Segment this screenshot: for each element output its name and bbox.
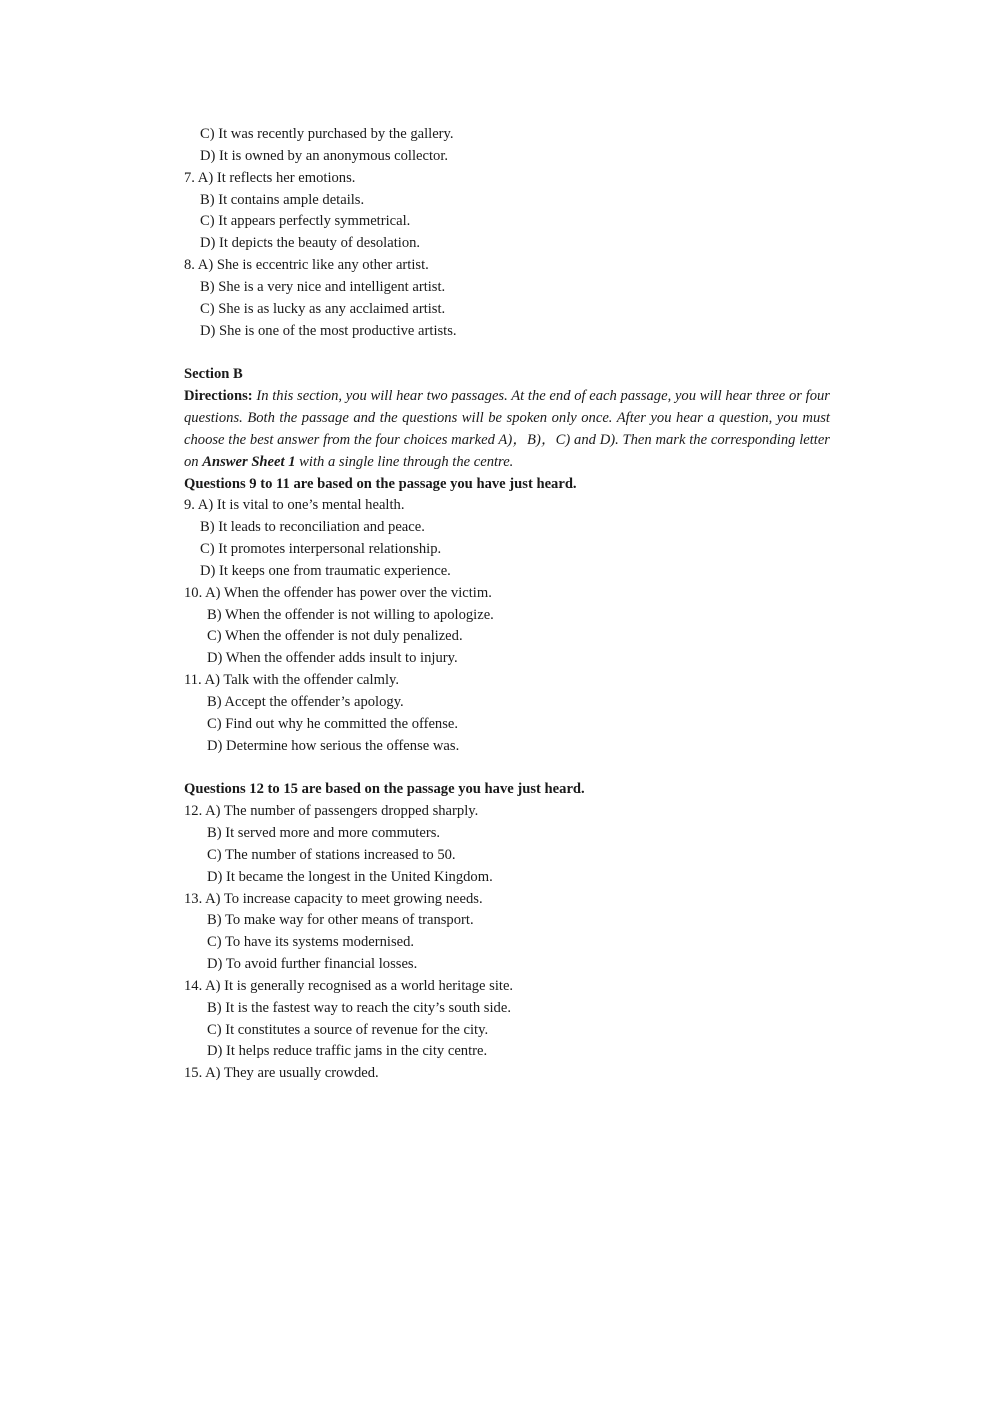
question-group-1: [184, 495, 830, 757]
section-title: Section B: [184, 366, 243, 383]
top-question-block: [184, 124, 830, 342]
spacer: [184, 757, 830, 779]
question-11: 11. A) Talk with the offender calmly.: [184, 672, 399, 689]
question-15: 15. A) They are usually crowded.: [184, 1065, 379, 1082]
answer-option: D) It depicts the beauty of desolation.: [200, 235, 421, 252]
answer-option: C) It appears perfectly symmetrical.: [200, 213, 411, 230]
answer-sheet-ref: Answer Sheet 1: [202, 453, 296, 470]
document-page: [184, 124, 830, 1085]
question-8: 8. A) She is eccentric like any other artist.: [184, 257, 429, 274]
answer-option: D) She is one of the most productive artists.: [200, 322, 457, 339]
answer-option: D) It is owned by an anonymous collector.: [200, 147, 449, 164]
answer-option: C) Find out why he committed the offense.: [207, 715, 459, 732]
directions-label: Directions:: [184, 388, 253, 405]
answer-option: B) When the offender is not willing to apologize.: [207, 606, 494, 623]
answer-option: D) It helps reduce traffic jams in the city centre.: [207, 1043, 488, 1060]
answer-option: C) It was recently purchased by the gallery.: [200, 126, 454, 142]
question-9: 9. A) It is vital to one’s mental health.: [184, 497, 405, 514]
section-directions: [184, 386, 830, 473]
question-group-2: [184, 801, 830, 1085]
answer-option: B) To make way for other means of transport.: [207, 912, 474, 929]
answer-option: D) To avoid further financial losses.: [207, 956, 418, 973]
answer-option: C) She is as lucky as any acclaimed artist.: [200, 300, 446, 317]
answer-option: D) It keeps one from traumatic experience.: [200, 562, 451, 579]
question-14: 14. A) It is generally recognised as a world heritage site.: [184, 977, 514, 994]
group-heading: Questions 12 to 15 are based on the passage you have just heard.: [184, 781, 585, 798]
answer-option: C) It promotes interpersonal relationship.: [200, 541, 442, 558]
question-12: 12. A) The number of passengers dropped sharply.: [184, 803, 479, 820]
answer-option: C) The number of stations increased to 50.: [207, 846, 456, 863]
answer-option: B) She is a very nice and intelligent artist.: [200, 278, 446, 295]
question-13: 13. A) To increase capacity to meet growing needs.: [184, 890, 483, 907]
group-heading: Questions 9 to 11 are based on the passage you have just heard.: [184, 475, 577, 492]
answer-option: C) It constitutes a source of revenue for the city.: [207, 1021, 489, 1038]
answer-option: D) Determine how serious the offense was.: [207, 737, 460, 754]
spacer: [184, 342, 830, 364]
answer-option: B) It served more and more commuters.: [207, 825, 441, 841]
answer-option: C) When the offender is not duly penalized.: [207, 628, 463, 645]
answer-option: B) Accept the offender’s apology.: [207, 693, 404, 710]
question-7: 7. A) It reflects her emotions.: [184, 169, 356, 186]
answer-option: D) When the offender adds insult to injury.: [207, 650, 458, 667]
answer-option: C) To have its systems modernised.: [207, 934, 415, 951]
directions-text-end: with a single line through the centre.: [299, 453, 514, 470]
directions-text: In this section, you will hear two passages. At the end of each passage, you will hear three or four questions. Both the passage and the questions will be spoken only once. After you hear a question, you must choose the best answer from the four choices marked A)，B)，C) and D). Then mark the corresponding letter on: [184, 388, 830, 470]
question-10: 10. A) When the offender has power over the victim.: [184, 584, 492, 601]
answer-option: B) It leads to reconciliation and peace.: [200, 519, 425, 536]
answer-option: B) It is the fastest way to reach the city’s south side.: [207, 999, 511, 1016]
answer-option: D) It became the longest in the United Kingdom.: [207, 868, 493, 885]
answer-option: B) It contains ample details.: [200, 191, 365, 208]
